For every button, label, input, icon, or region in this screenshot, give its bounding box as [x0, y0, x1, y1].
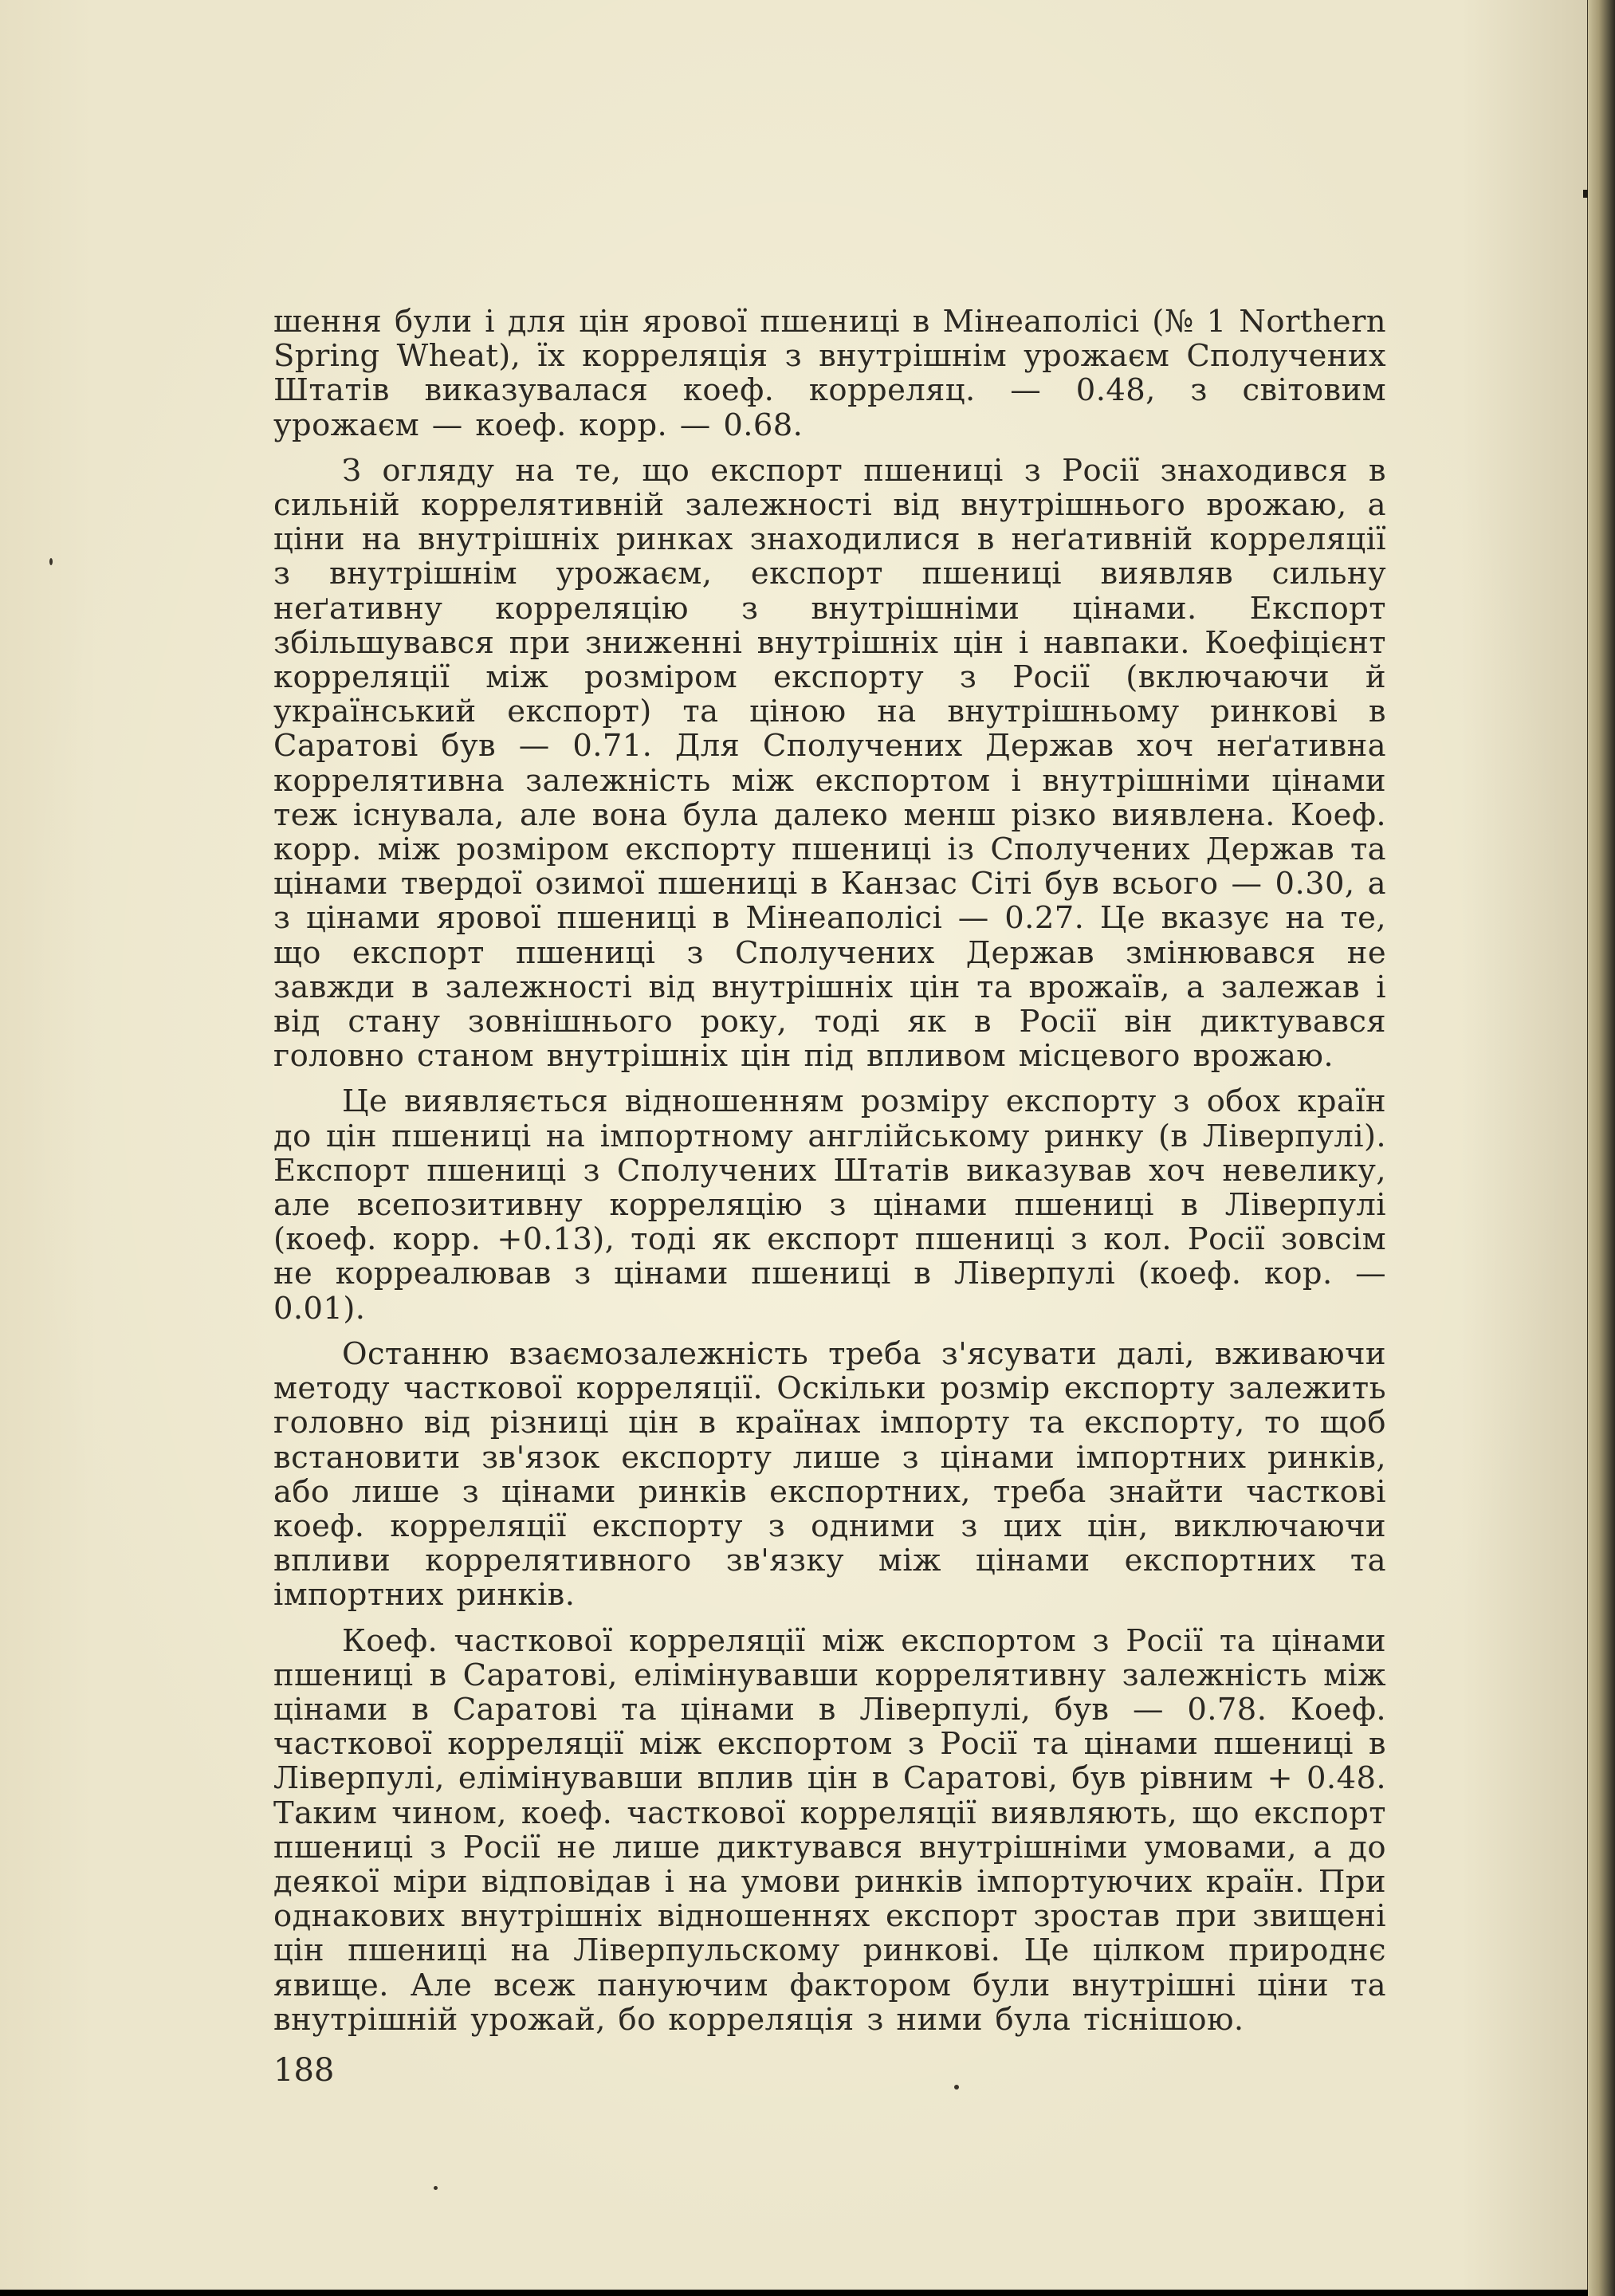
- paragraph: Останню взаємозалежність треба з'ясувати далі, вживаючи методу часткової корреляції. Оскільки розмір експорту залежить головно від різниці цін в країнах імпорту та експорту, то щоб встановити зв'язок експорту лише з цінами імпортних ринків, або лише з цінами ринків експортних, треба знайти часткові коеф. корреляції експорту з одними з цих цін, виключаючи впливи коррелятивного зв'язку між цінами експортних та імпортних ринків.: [273, 1335, 1386, 1614]
- scan-right-edge: [1588, 0, 1615, 2296]
- paragraph-continuation: шення були і для цін ярової пшениці в Мінеаполісі (№ 1 Northern Spring Wheat), їх корреляція з внутрішнім урожаєм Сполучених Штатів виказувалася коеф. корреляц. — 0.48, з світовим урожаєм — коеф. корр. — 0.68.: [273, 304, 1386, 443]
- page-number: 188: [273, 2052, 335, 2089]
- paper-speck: [954, 2085, 959, 2090]
- paragraph: З огляду на те, що експорт пшениці з Росії знаходився в сильній коррелятивній залежності від внутрішнього врожаю, а ціни на внутрішніх ринках знаходилися в неґативній корреляції з внутрішнім урожаєм, експорт пшениці виявляв сильну неґативну корреляцію з внутрішніми цінами. Експорт збільшувався при зниженні внутрішніх цін і навпаки. Коефіцієнт корреляції між розміром експорту з Росії (включаючи й український експорт) та ціною на внутрішньому ринкові в Саратові був — 0.71. Для Сполучених Держав хоч неґативна коррелятивна залежність між експортом і внутрішніми цінами теж існувала, але вона була далеко менш різко виявлена. Коеф. корр. між розміром експорту пшениці із Сполучених Держав та цінами твердої озимої пшениці в Канзас Сіті був всього — 0.30, а з цінами ярової пшениці в Мінеаполісі — 0.27. Це вказує на те, що експорт пшениці з Сполучених Держав змінювався не завжди в залежності від внутрішніх цін та врожаїв, а залежав і від стану зовнішнього року, тоді як в Росії він диктувався головно станом внутрішніх цін під впливом місцевого врожаю.: [273, 452, 1386, 1075]
- paper-speck: [434, 2186, 438, 2190]
- page-text: [273, 305, 1386, 2048]
- paper-speck: [49, 558, 53, 565]
- paragraph: Це виявляється відношенням розміру експорту з обох країн до цін пшениці на імпортному англійському ринку (в Ліверпулі). Експорт пшениці з Сполучених Штатів виказував хоч невелику, але всепозитивну корреляцію з цінами пшениці в Ліверпулі (коеф. корр. +0.13), тоді як експорт пшениці з кол. Росії зовсім не корреалював з цінами пшениці в Ліверпулі (коеф. кор. — 0.01).: [273, 1083, 1386, 1327]
- paragraph: Коеф. часткової корреляції між експортом з Росії та цінами пшениці в Саратові, елімінувавши коррелятивну залежність між цінами в Саратові та цінами в Ліверпулі, був — 0.78. Коеф. часткової корреляції між експортом з Росії та цінами пшениці в Ліверпулі, елімінувавши вплив цін в Саратові, був рівним + 0.48. Таким чином, коеф. часткової корреляції виявляють, що експорт пшениці з Росії не лише диктувався внутрішніми умовами, а до деякої міри відповідав і на умови ринків імпортуючих країн. При однакових внутрішніх відношеннях експорт зростав при звищені цін пшениці на Ліверпульскому ринкові. Це цілком природнє явище. Але всеж пануючим фактором були внутрішні ціни та внутрішній урожай, бо корреляція з ними була тіснішою.: [273, 1622, 1386, 2038]
